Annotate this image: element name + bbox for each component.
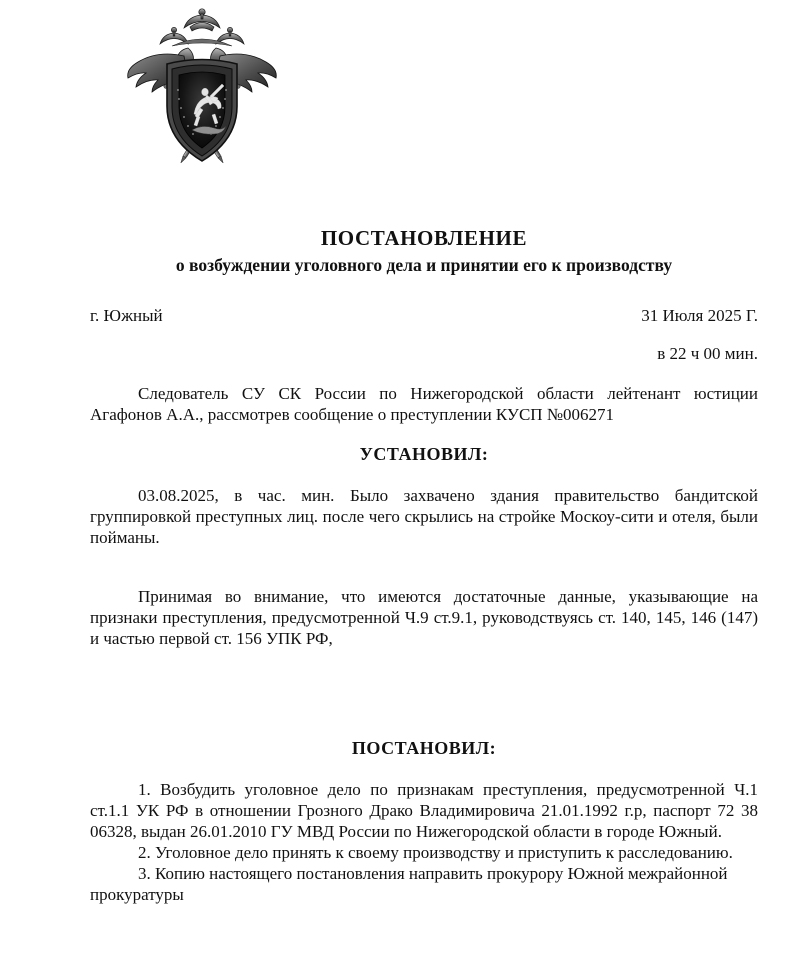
section-heading-resolved: ПОСТАНОВИЛ: [351, 738, 497, 758]
place-date-row [90, 306, 758, 326]
section-heading-established: УСТАНОВИЛ: [359, 444, 489, 464]
crown-top-icon [184, 9, 220, 31]
page-title: ПОСТАНОВЛЕНИЕ [320, 226, 528, 250]
page-subtitle: о возбуждении уголовного дела и принятии его к производству [175, 255, 673, 275]
date-label: 31 Июля 2025 Г. [641, 306, 758, 325]
investigative-committee-emblem [122, 4, 282, 184]
time-label: в 22 ч 00 мин. [657, 344, 758, 363]
resolution-item-2: 2. Уголовное дело принять к своему производству и приступить к расследованию. [138, 843, 733, 862]
resolution-item-1: 1. Возбудить уголовное дело по признакам преступления, предусмотренной Ч.1 ст.1.1 УК РФ в отношении Грозного Драко Владимировича 21.01.1992 г.р, паспорт 72 38 06328, выдан 26.01.2010 ГУ МВД России по Нижегородской области в городе Южный. [90, 780, 758, 841]
investigator-paragraph: Следователь СУ СК России по Нижегородской области лейтенант юстиции Агафонов А.А., рассмотрев сообщение о преступлении КУСП №006271 [90, 384, 758, 424]
considering-paragraph: Принимая во внимание, что имеются достаточные данные, указывающие на признаки преступления, предусмотренной Ч.9 ст.9.1, руководствуясь ст. 140, 145, 146 (147) и частью первой ст. 156 УПК РФ, [90, 587, 758, 648]
event-paragraph: 03.08.2025, в час. мин. Было захвачено здания правительство бандитской группировкой преступных лиц. после чего скрылись на стройке Москоу-сити и отеля, были пойманы. [90, 486, 758, 547]
resolution-item-3: 3. Копию настоящего постановления направить прокурору Южной межрайонной прокуратуры [90, 864, 728, 904]
resolution-list [90, 779, 758, 905]
place-label: г. Южный [90, 306, 163, 325]
